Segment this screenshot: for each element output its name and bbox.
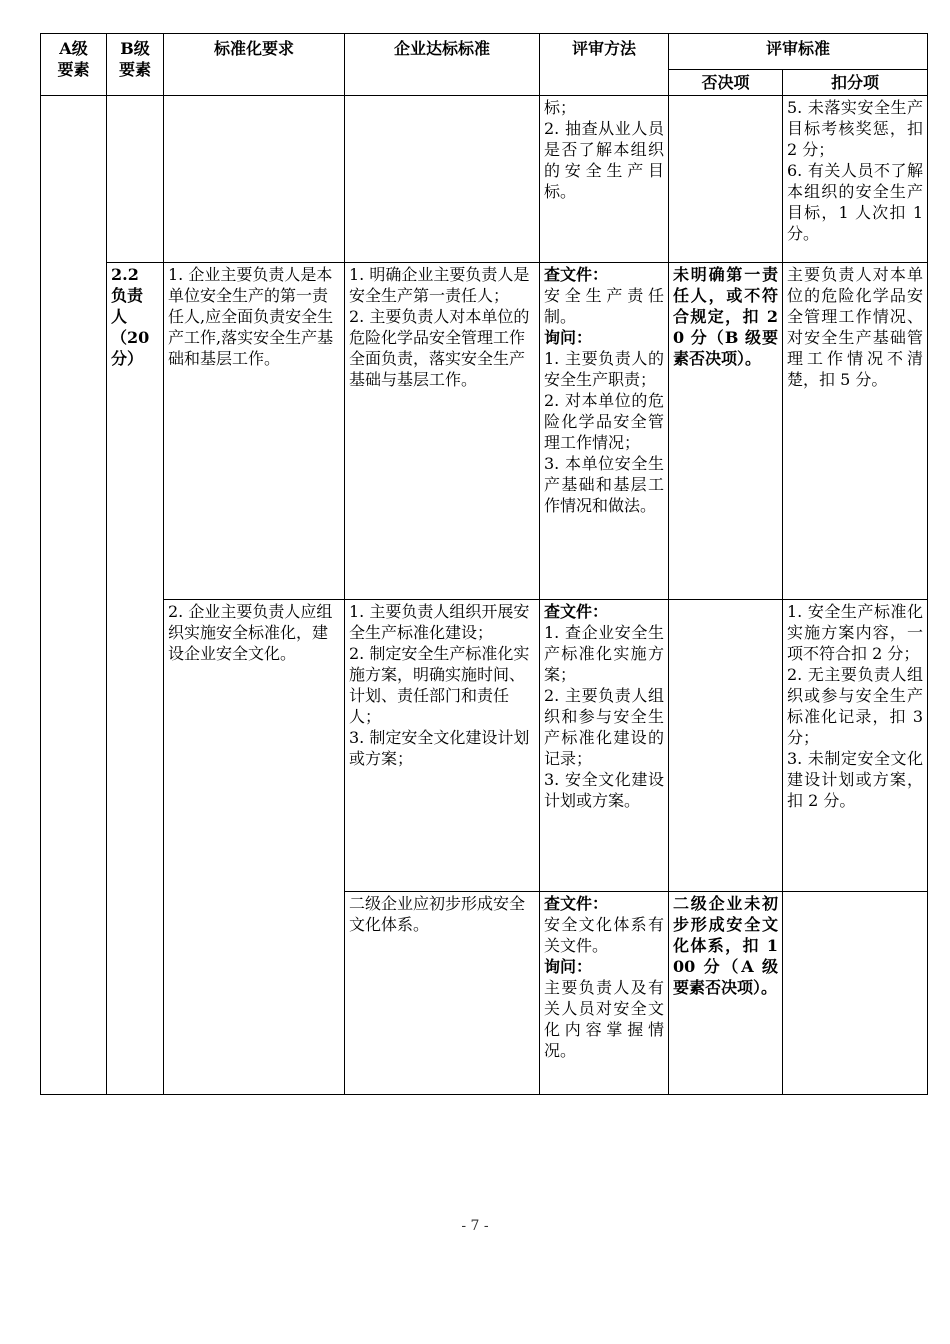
table-row — [41, 600, 928, 892]
standard-cell — [345, 96, 540, 263]
deduction-cell: 主要负责人对本单位的危险化学品安全管理工作情况、对安全生产基础管理工作情况不清楚，扣 5 分。 — [783, 263, 928, 600]
b-element-cell — [107, 96, 164, 263]
header-row-1 — [41, 34, 928, 70]
requirement-cell: 2. 企业主要负责人应组织实施安全标准化，建设企业安全文化。 — [164, 600, 345, 1095]
page-number: - 7 - — [461, 1218, 489, 1234]
header-b-element: B级 要素 — [107, 34, 164, 96]
deduction-cell: 1. 安全生产标准化实施方案内容，一项不符合扣 2 分； 2. 无主要负责人组织或参与安全生产标准化记录，扣 3 分； 3. 未制定安全文化建设计划或方案，扣 2 分。 — [783, 600, 928, 892]
header-deduction-item: 扣分项 — [783, 70, 928, 96]
a-element-cell — [41, 96, 107, 1095]
method-cell: 查文件： 安全文化体系有关文件。 询问： 主要负责人及有关人员对安全文化内容掌握情况。 — [540, 892, 669, 1095]
veto-cell — [669, 96, 783, 263]
deduction-cell — [783, 892, 928, 1095]
assessment-table — [40, 33, 928, 1095]
standard-cell: 二级企业应初步形成安全文化体系。 — [345, 892, 540, 1095]
header-a-element: A级 要素 — [41, 34, 107, 96]
header-review-method: 评审方法 — [540, 34, 669, 96]
header-enterprise-standard: 企业达标标准 — [345, 34, 540, 96]
header-requirement: 标准化要求 — [164, 34, 345, 96]
method-cell: 标； 2. 抽查从业人员是否了解本组织的安全生产目标。 — [540, 96, 669, 263]
header-review-criteria: 评审标准 — [669, 34, 928, 70]
standard-cell: 1. 主要负责人组织开展安全生产标准化建设； 2. 制定安全生产标准化实施方案，明确实施时间、计划、责任部门和责任人； 3. 制定安全文化建设计划或方案； — [345, 600, 540, 892]
method-cell: 查文件： 1. 查企业安全生产标准化实施方案； 2. 主要负责人组织和参与安全生产标准化建设的记录； 3. 安全文化建设计划或方案。 — [540, 600, 669, 892]
table-row — [41, 263, 928, 600]
veto-cell — [669, 600, 783, 892]
requirement-cell: 1. 企业主要负责人是本单位安全生产的第一责任人,应全面负责安全生产工作,落实安全生产基础和基层工作。 — [164, 263, 345, 600]
method-cell: 查文件： 安全生产责任制。 询问： 1. 主要负责人的安全生产职责； 2. 对本单位的危险化学品安全管理工作情况； 3. 本单位安全生产基础和基层工作情况和做法。 — [540, 263, 669, 600]
standard-cell: 1. 明确企业主要负责人是安全生产第一责任人； 2. 主要负责人对本单位的危险化学品安全管理工作全面负责，落实安全生产基础与基层工作。 — [345, 263, 540, 600]
header-veto-item: 否决项 — [669, 70, 783, 96]
requirement-cell — [164, 96, 345, 263]
veto-cell: 未明确第一责任人，或不符合规定，扣 20 分（B 级要素否决项）。 — [669, 263, 783, 600]
b-element-cell: 2.2 负责 人 （20 分） — [107, 263, 164, 1095]
table-row — [41, 96, 928, 263]
veto-cell: 二级企业未初步形成安全文化体系，扣 100 分（A 级要素否决项）。 — [669, 892, 783, 1095]
deduction-cell: 5. 未落实安全生产目标考核奖惩，扣 2 分； 6. 有关人员不了解本组织的安全生产目标，1 人次扣 1 分。 — [783, 96, 928, 263]
